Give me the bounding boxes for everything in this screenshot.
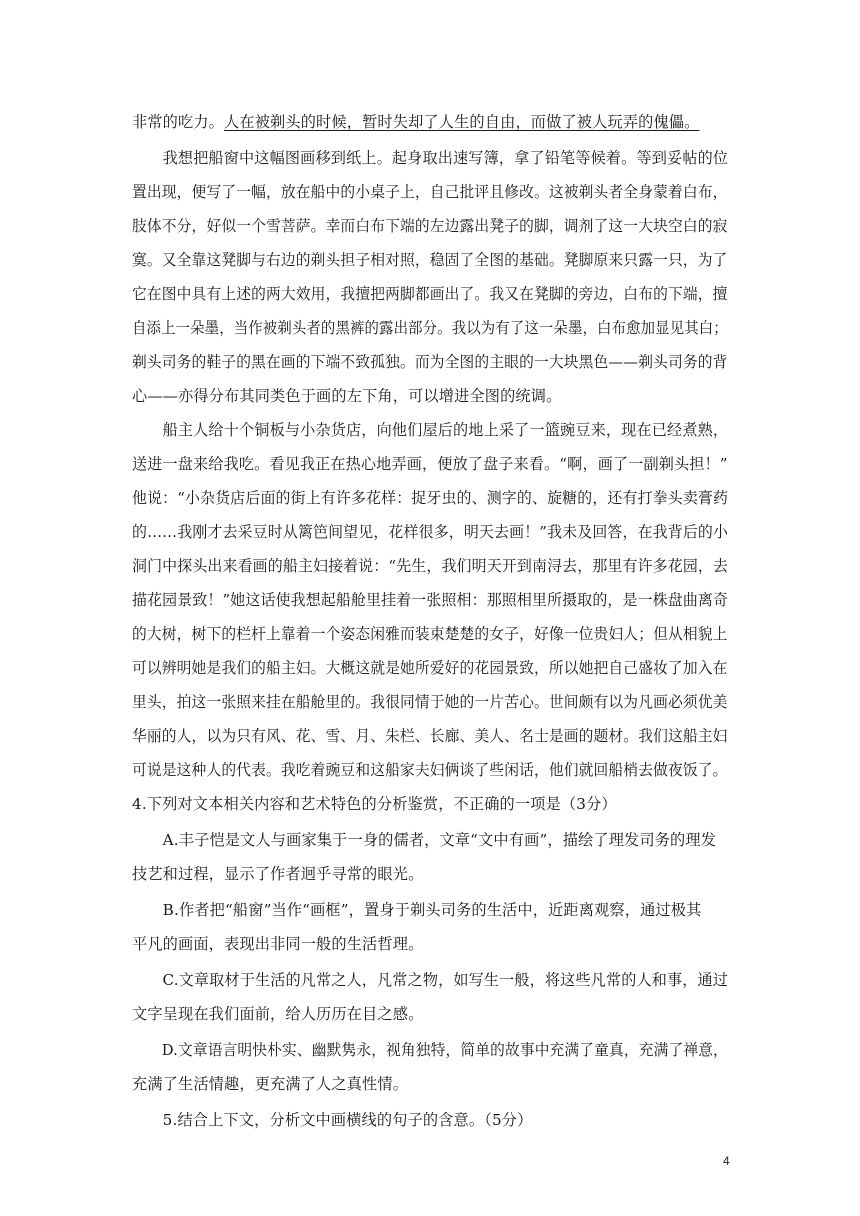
passage-line: 他说：“小杂货店后面的街上有许多花样：捉牙虫的、测字的、旋糖的，还有打拳头卖膏药 [132,489,729,507]
question-4-stem: 4.下列对文本相关内容和艺术特色的分析鉴赏，不正确的一项是（3分） [132,795,617,813]
passage-line: 描花园景致！”她这话使我想起船舱里挂着一张照相：那照相里所摄取的，是一株盘曲离奇 [132,591,729,609]
passage-line: 华丽的人，以为只有风、花、雪、月、朱栏、长廊、美人、名士是画的题材。我们这船主妇 [132,727,728,745]
underlined-sentence: 人在被剃头的时候，暂时失却了人生的自由，而做了被人玩弄的傀儡。 [224,113,700,131]
passage-line: 肢体不分，好似一个雪菩萨。幸而白布下端的左边露出凳子的脚，调剂了这一大块空白的寂 [132,217,728,235]
passage-line: 剃头司务的鞋子的黑在画的下端不致孤独。而为全图的主眼的一大块黑色——剃头司务的背 [132,353,728,371]
option-c-line-1: C.文章取材于生活的凡常之人，凡常之物，如写生一般，将这些凡常的人和事，通过 [132,971,729,989]
passage-line: 里头，拍这一张照来挂在船舱里的。我很同情于她的一片苦心。世间颇有以为凡画必须优美 [132,693,728,711]
passage-line: 可以辨明她是我们的船主妇。大概这就是她所爱好的花园景致，所以她把自己盛妆了加入在 [132,659,728,677]
passage-line: 我想把船窗中这幅图画移到纸上。起身取出速写簿，拿了铅笔等候着。等到妥帖的位 [132,149,729,167]
question-5-stem: 5.结合上下文，分析文中画横线的句子的含意。（5分） [132,1111,533,1129]
passage-line: 的大树，树下的栏杆上靠着一个姿态闲雅而装束楚楚的女子，好像一位贵妇人；但从相貌上 [132,625,728,643]
passage-line-1 [132,112,700,132]
option-c-line-2: 文字呈现在我们面前，给人历历在目之感。 [132,1005,424,1023]
passage-line: 可说是这种人的代表。我吃着豌豆和这船家夫妇俩谈了些闲话，他们就回船梢去做夜饭了。 [132,761,728,779]
passage-line: 心——亦得分布其同类色于画的左下角，可以增进全图的统调。 [132,387,562,405]
passage-line: 它在图中具有上述的两大效用，我擅把两脚都画出了。我又在凳脚的旁边，白布的下端，擅 [132,285,728,303]
passage-line: 送进一盘来给我吃。看见我正在热心地弄画，便放了盘子来看。“啊，画了一副剃头担！” [132,455,728,473]
option-a-line-1: A.丰子恺是文人与画家集于一身的儒者，文章“文中有画”，描绘了理发司务的理发 [132,831,717,849]
option-a-line-2: 技艺和过程，显示了作者迥乎寻常的眼光。 [132,865,424,883]
passage-line: 船主人给十个铜板与小杂货店，向他们屋后的地上采了一篮豌豆来，现在已经煮熟， [132,421,729,439]
page-number: 4 [723,1154,730,1168]
option-b-line-2: 平凡的画面，表现出非同一般的生活哲理。 [132,935,424,953]
passage-line-1-text: 非常的吃力。 [132,113,225,131]
passage-line: 置出现，便写了一幅，放在船中的小桌子上，自己批评且修改。这被剃头者全身蒙着白布， [132,183,728,201]
option-d-line-1: D.文章语言明快朴实、幽默隽永，视角独特，简单的故事中充满了童真，充满了禅意， [132,1041,728,1059]
passage-line: 的……我刚才去采豆时从篱笆间望见，花样很多，明天去画！”我未及回答，在我背后的小 [132,523,729,541]
option-d-line-2: 充满了生活情趣，更充满了人之真性情。 [132,1075,409,1093]
option-b-line-1: B.作者把“船窗”当作“画框”，置身于剃头司务的生活中，近距离观察，通过极其 [132,901,702,919]
passage-line: 洞门中探头出来看画的船主妇接着说：“先生，我们明天开到南浔去，那里有许多花园，去 [132,557,729,575]
passage-line: 寞。又全靠这凳脚与右边的剃头担子相对照，稳固了全图的基础。凳脚原来只露一只，为了 [132,251,728,269]
passage-line: 自添上一朵墨，当作被剃头者的黑裤的露出部分。我以为有了这一朵墨，白布愈加显见其白； [132,319,728,337]
